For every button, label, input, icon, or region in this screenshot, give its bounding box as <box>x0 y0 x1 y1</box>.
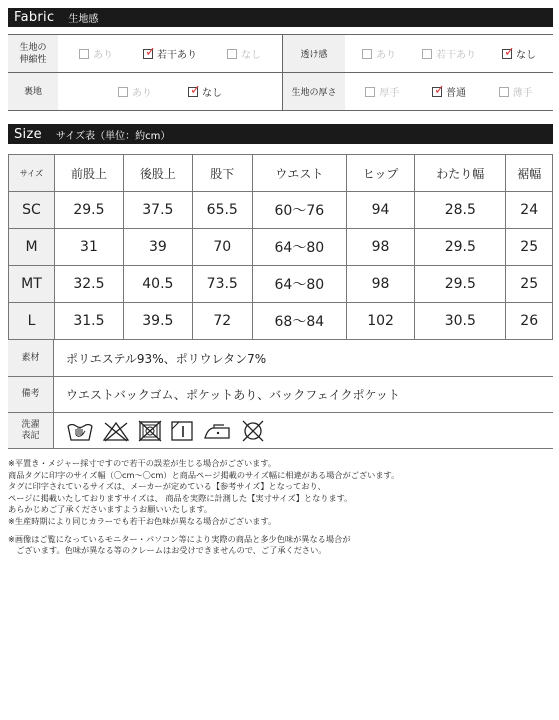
note-line: ※画像はご覧になっているモニター・パソコン等により実際の商品と多少色味が異なる場合が <box>8 533 351 544</box>
table-cell: 102 <box>346 303 414 340</box>
note-line: ございます。色味が異なる等のクレームはお受けできませんので、ご了承ください。 <box>8 545 327 556</box>
checkbox-icon <box>422 49 432 59</box>
table-cell: 29.5 <box>55 192 124 229</box>
lining-label: 裏地 <box>8 73 58 110</box>
table-cell: 60〜76 <box>252 192 346 229</box>
no-tumble-dry-icon <box>138 420 162 442</box>
material-label: 素材 <box>8 340 54 376</box>
thickness-options <box>345 73 553 110</box>
line-dry-shade-icon <box>170 420 194 442</box>
column-header: サイズ <box>9 155 55 192</box>
fabric-header-jp: 生地感 <box>68 14 99 25</box>
table-cell: 39.5 <box>123 303 192 340</box>
checkbox-icon <box>499 87 509 97</box>
checked-checkbox-icon: ✓ <box>190 82 201 98</box>
material-value: ポリエステル93%、ポリウレタン7% <box>66 351 267 366</box>
table-cell: 31 <box>55 229 124 266</box>
table-cell: 94 <box>346 192 414 229</box>
size-name-cell: SC <box>9 192 55 229</box>
iron-low-icon <box>202 420 232 442</box>
fabric-header-en: Fabric <box>14 10 55 25</box>
stretch-option-none: なし <box>227 46 261 61</box>
table-row <box>9 229 553 266</box>
table-row <box>9 303 553 340</box>
checkbox-icon <box>79 49 89 59</box>
size-name-cell: L <box>9 303 55 340</box>
thickness-label: 生地の厚さ <box>283 73 345 110</box>
table-row <box>9 192 553 229</box>
column-header: ヒップ <box>346 155 414 192</box>
thickness-option-normal: ✓ 普通 <box>433 82 466 99</box>
fabric-row-1 <box>8 35 553 73</box>
table-cell: 73.5 <box>192 266 252 303</box>
stretch-options <box>58 35 283 72</box>
size-table <box>8 154 553 340</box>
table-cell: 32.5 <box>55 266 124 303</box>
table-cell: 25 <box>506 266 553 303</box>
size-name-cell: M <box>9 229 55 266</box>
care-label: 洗濯 表記 <box>8 413 54 448</box>
checked-checkbox-icon: ✓ <box>504 44 515 60</box>
table-cell: 70 <box>192 229 252 266</box>
note-line: ※生産時期により同じカラーでも若干お色味が異なる場合がございます。 <box>8 515 277 526</box>
size-table-header-row <box>9 155 553 192</box>
stretch-option-yes: あり <box>79 46 113 61</box>
sheer-options <box>345 35 553 72</box>
no-dry-clean-icon <box>240 420 266 442</box>
note-line: あらかじめご了承くださいますようお願いいたします。 <box>8 504 213 515</box>
sheer-option-none: ✓ なし <box>504 44 536 61</box>
checkbox-icon <box>365 87 375 97</box>
checkbox-icon <box>227 49 237 59</box>
column-header: 前股上 <box>55 155 124 192</box>
size-header <box>8 124 553 144</box>
column-header: 裾幅 <box>506 155 553 192</box>
note-line: ※平置き・メジャー採寸ですので若干の誤差が生じる場合がございます。 <box>8 458 277 468</box>
sheer-option-slight: 若干あり <box>422 46 476 61</box>
lining-option-yes: あり <box>118 84 152 99</box>
table-cell: 30.5 <box>415 303 506 340</box>
note-line: 商品タグに印字のサイズ幅（〇cm〜〇cm）と商品ページ掲載のサイズ幅に相違がある場合がございます。 <box>8 469 400 480</box>
thickness-option-thin: 薄手 <box>499 84 533 99</box>
table-cell: 39 <box>123 229 192 266</box>
column-header: 後股上 <box>123 155 192 192</box>
size-header-en: Size <box>14 126 42 142</box>
material-row <box>8 339 553 377</box>
checked-checkbox-icon: ✓ <box>433 82 445 98</box>
table-cell: 64〜80 <box>252 229 346 266</box>
table-cell: 64〜80 <box>252 266 346 303</box>
table-cell: 98 <box>346 266 414 303</box>
table-cell: 24 <box>506 192 553 229</box>
care-row <box>8 413 553 449</box>
table-cell: 29.5 <box>415 229 506 266</box>
size-header-jp: サイズ表（単位：約cm） <box>55 130 171 142</box>
fabric-row-2 <box>8 73 553 111</box>
remarks-label: 備考 <box>8 377 54 412</box>
note-line: タグに印字されているサイズは、メーカーが定めている【参考サイズ】となっており、 <box>8 481 326 492</box>
table-cell: 31.5 <box>55 303 124 340</box>
care-icons <box>54 413 553 448</box>
stretch-option-slight: ✓ 若干あり <box>145 44 197 61</box>
table-row <box>9 266 553 303</box>
remarks-row <box>8 377 553 413</box>
lining-option-none: ✓ なし <box>190 82 222 99</box>
table-cell: 37.5 <box>123 192 192 229</box>
table-cell: 29.5 <box>415 266 506 303</box>
checkbox-icon <box>362 49 372 59</box>
remarks-value: ウエストバックゴム、ポケットあり、バックフェイクポケット <box>66 388 400 402</box>
fabric-table <box>8 34 553 111</box>
lining-options <box>58 73 283 110</box>
fabric-header <box>8 8 553 27</box>
stretch-label: 生地の 伸縮性 <box>8 35 58 72</box>
thickness-option-thick: 厚手 <box>365 84 399 99</box>
sheer-option-yes: あり <box>362 46 396 61</box>
checkbox-icon <box>118 87 128 97</box>
table-cell: 25 <box>506 229 553 266</box>
table-cell: 98 <box>346 229 414 266</box>
note-line: ページに掲載いたしておりますサイズは、 商品を実際に計測した【実寸サイズ】となります。 <box>8 492 353 503</box>
column-header: 股下 <box>192 155 252 192</box>
table-cell: 40.5 <box>123 266 192 303</box>
column-header: ウエスト <box>252 155 346 192</box>
table-cell: 26 <box>506 303 553 340</box>
table-cell: 65.5 <box>192 192 252 229</box>
sheer-label: 透け感 <box>283 35 345 72</box>
size-name-cell: MT <box>9 266 55 303</box>
table-cell: 28.5 <box>415 192 506 229</box>
table-cell: 68〜84 <box>252 303 346 340</box>
no-bleach-icon <box>102 420 130 442</box>
hand-wash-30-icon <box>66 420 94 442</box>
checked-checkbox-icon: ✓ <box>145 44 156 60</box>
table-cell: 72 <box>192 303 252 340</box>
column-header: わたり幅 <box>415 155 506 192</box>
notes <box>8 458 553 557</box>
